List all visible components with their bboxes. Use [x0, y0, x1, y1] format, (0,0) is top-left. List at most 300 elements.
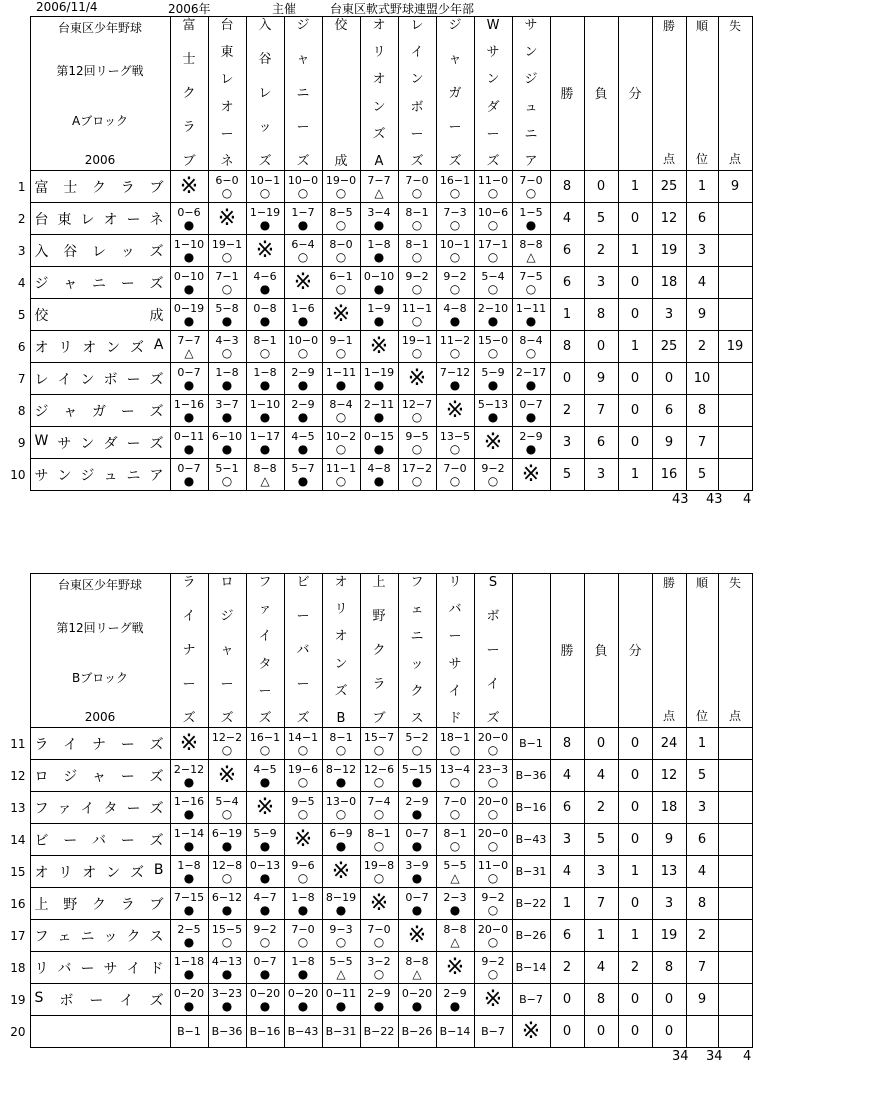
score: 20−0: [477, 826, 509, 840]
result-cell: [360, 427, 398, 459]
score: 9−2: [443, 269, 467, 283]
result-cell: [170, 952, 208, 984]
score: 1−9: [367, 301, 391, 315]
score: 13−5: [439, 429, 471, 443]
result-cell: [170, 427, 208, 459]
result-cell: [474, 267, 512, 299]
header-char: ド: [448, 710, 462, 726]
score: 1−8: [215, 365, 239, 379]
header-char: リ: [448, 575, 462, 590]
result-cell: [474, 1016, 512, 1048]
block-block-name: Bブロック: [72, 671, 128, 685]
score: 5−2: [405, 730, 429, 744]
header-char: オ: [220, 99, 234, 115]
score: 7−1: [215, 269, 239, 283]
stat-w: 8: [550, 331, 584, 363]
score: 4−8: [367, 461, 391, 475]
result-cell: [436, 299, 474, 331]
stat-d: 0: [618, 299, 652, 331]
score: 20−0: [477, 922, 509, 936]
result-cell: [284, 267, 322, 299]
result-mark: ●: [297, 473, 309, 488]
stat-l: 3: [584, 459, 618, 491]
score: B−16: [515, 801, 547, 814]
result-cell: [322, 203, 360, 235]
stat-rank: 6: [686, 203, 718, 235]
result-cell: [474, 792, 512, 824]
result-mark: ○: [221, 185, 233, 200]
result-cell: [170, 1016, 208, 1048]
result-mark: ○: [297, 934, 309, 949]
column-header-team: [474, 17, 512, 171]
stat-w: 1: [550, 888, 584, 920]
result-mark: ●: [183, 377, 195, 392]
table-row: [8, 952, 752, 984]
result-cell: [474, 203, 512, 235]
result-mark: ●: [259, 409, 271, 424]
header-char: ナ: [182, 643, 196, 658]
team-name: オ リ オ ン ズ A: [30, 331, 170, 363]
result-cell: [322, 792, 360, 824]
result-mark: ●: [373, 441, 385, 456]
result-mark: △: [450, 934, 460, 949]
result-mark: ○: [449, 838, 461, 853]
stat-rank: 8: [686, 395, 718, 427]
result-cell: [322, 267, 360, 299]
score: 11−2: [439, 333, 471, 347]
result-mark: ●: [297, 313, 309, 328]
column-header-team: [436, 574, 474, 728]
result-mark: ●: [373, 409, 385, 424]
header-char: ズ: [448, 154, 462, 169]
score: 4−6: [253, 269, 277, 283]
header-char: ズ: [220, 711, 234, 726]
header-char: ァ: [258, 602, 272, 618]
result-mark: ●: [259, 377, 271, 392]
score: 1−19: [249, 205, 281, 219]
result-cell: [170, 760, 208, 792]
stat-rank: 3: [686, 792, 718, 824]
stat-w: 6: [550, 235, 584, 267]
score: B−22: [515, 897, 547, 910]
header-char: ー: [486, 643, 500, 658]
stat-header-rank: 順 位: [686, 17, 718, 171]
result-cell: [474, 728, 512, 760]
result-cell: [398, 203, 436, 235]
stat-pts: 24: [652, 728, 686, 760]
stat-d: 1: [618, 856, 652, 888]
header-char: ー: [486, 126, 500, 142]
score: 7−5: [519, 269, 543, 283]
result-cell: [246, 299, 284, 331]
result-cell: [512, 952, 550, 984]
result-cell: [474, 235, 512, 267]
result-cell: [208, 728, 246, 760]
header-char: ク: [372, 643, 386, 658]
header-char: ズ: [410, 153, 424, 169]
header-char: オ: [372, 72, 386, 88]
result-cell: [512, 728, 550, 760]
score: 13−0: [325, 794, 357, 808]
result-cell: [398, 792, 436, 824]
team-name: フ ェ ニ ッ ク ス: [30, 920, 170, 952]
result-cell: [208, 1016, 246, 1048]
stat-w: 4: [550, 856, 584, 888]
self-match-mark: ※: [179, 731, 199, 756]
result-mark: ●: [183, 838, 195, 853]
score: 19−1: [211, 237, 243, 251]
result-cell: [208, 760, 246, 792]
result-cell: [360, 459, 398, 491]
result-mark: ○: [487, 217, 499, 232]
header-char: ズ: [258, 154, 272, 169]
result-cell: [170, 888, 208, 920]
header-char: ー: [448, 629, 462, 645]
score: 8−8: [443, 922, 467, 936]
result-mark: ●: [183, 217, 195, 232]
result-cell: [322, 728, 360, 760]
total-d: 4: [743, 1049, 752, 1064]
row-number: 12: [10, 768, 26, 783]
result-cell: [170, 459, 208, 491]
score: 8−4: [329, 397, 353, 411]
header-char: 谷: [258, 52, 272, 67]
score: 16−1: [439, 173, 471, 187]
column-header-team: [284, 17, 322, 171]
result-mark: ○: [259, 934, 271, 949]
block-league-name: 台東区少年野球: [57, 21, 142, 35]
stat-pts: 19: [652, 235, 686, 267]
header-char: ャ: [220, 643, 234, 658]
stat-pts: 8: [652, 952, 686, 984]
result-cell: [170, 299, 208, 331]
score: 4−13: [211, 954, 243, 968]
result-mark: ○: [335, 281, 347, 296]
stat-header-win: 勝: [550, 574, 584, 728]
score: 1−10: [173, 237, 205, 251]
stat-l: 2: [584, 235, 618, 267]
score: 9−2: [405, 269, 429, 283]
result-cell: [246, 952, 284, 984]
score: 1−17: [249, 429, 281, 443]
header-char: ボ: [486, 609, 500, 624]
result-mark: ○: [449, 345, 461, 360]
result-cell: [170, 856, 208, 888]
score: 10−1: [439, 237, 471, 251]
result-mark: ○: [411, 185, 423, 200]
stat-l: 2: [584, 792, 618, 824]
result-mark: ○: [297, 345, 309, 360]
block-round: 第12回リーグ戦: [56, 621, 144, 635]
result-cell: [474, 331, 512, 363]
row-number: 1: [17, 179, 26, 194]
score: B−36: [515, 769, 547, 782]
self-match-mark: ※: [445, 955, 465, 980]
result-mark: ●: [335, 902, 347, 917]
result-cell: [322, 984, 360, 1016]
result-mark: ●: [373, 217, 385, 232]
result-cell: [170, 728, 208, 760]
result-mark: △: [184, 345, 194, 360]
table-row: [8, 920, 752, 952]
result-mark: ●: [297, 998, 309, 1013]
result-cell: [512, 856, 550, 888]
result-mark: ●: [259, 998, 271, 1013]
result-cell: [322, 171, 360, 203]
result-mark: ○: [297, 870, 309, 885]
self-match-mark: ※: [445, 398, 465, 423]
stat-d: 0: [618, 1016, 652, 1048]
score: 1−14: [173, 826, 205, 840]
result-mark: ●: [297, 377, 309, 392]
stat-pts: 18: [652, 792, 686, 824]
result-cell: [208, 856, 246, 888]
result-cell: [360, 235, 398, 267]
result-mark: ○: [487, 838, 499, 853]
result-cell: [512, 267, 550, 299]
column-header-team: [360, 574, 398, 728]
result-cell: [360, 331, 398, 363]
result-cell: [208, 888, 246, 920]
result-cell: [398, 760, 436, 792]
result-cell: [360, 824, 398, 856]
header-char: フ: [258, 575, 272, 590]
header-char: ニ: [410, 629, 424, 645]
result-mark: ○: [221, 806, 233, 821]
result-cell: [474, 299, 512, 331]
result-cell: [322, 363, 360, 395]
table-row: [8, 459, 752, 491]
column-header-team: [170, 574, 208, 728]
column-header-team: [474, 574, 512, 728]
result-mark: △: [526, 249, 536, 264]
result-mark: ●: [525, 377, 537, 392]
stat-w: 8: [550, 728, 584, 760]
header-char: タ: [258, 656, 272, 672]
score: B−1: [519, 737, 543, 750]
header-char: イ: [182, 609, 196, 624]
result-cell: [512, 459, 550, 491]
row-number: 8: [17, 403, 26, 418]
result-cell: [322, 920, 360, 952]
stat-rank: 1: [686, 171, 718, 203]
team-name: S ボ ー イ ズ: [30, 984, 170, 1016]
result-cell: [512, 760, 550, 792]
team-name: ジ ャ ガ ー ズ: [30, 395, 170, 427]
result-mark: ●: [183, 870, 195, 885]
score: 6−19: [211, 826, 243, 840]
result-cell: [246, 363, 284, 395]
stat-w: 0: [550, 363, 584, 395]
self-match-mark: ※: [521, 1019, 541, 1044]
result-cell: [208, 203, 246, 235]
result-mark: ○: [297, 185, 309, 200]
stat-l: 9: [584, 363, 618, 395]
header-char: ニ: [296, 86, 310, 101]
score: 4−3: [215, 333, 239, 347]
stat-w: 6: [550, 267, 584, 299]
result-cell: [474, 363, 512, 395]
result-mark: ○: [449, 473, 461, 488]
stat-pts: 9: [652, 824, 686, 856]
result-cell: [474, 395, 512, 427]
header-char: ラ: [182, 120, 196, 135]
self-match-mark: ※: [255, 238, 275, 263]
result-cell: [436, 1016, 474, 1048]
score: 1−8: [253, 365, 277, 379]
result-cell: [436, 235, 474, 267]
result-cell: [284, 171, 322, 203]
header-char: 佼: [334, 18, 348, 33]
result-mark: ●: [411, 806, 423, 821]
stat-lost: [718, 856, 752, 888]
result-cell: [322, 235, 360, 267]
result-cell: [436, 331, 474, 363]
score: 0−7: [177, 365, 201, 379]
stat-d: 0: [618, 984, 652, 1016]
result-cell: [246, 203, 284, 235]
result-mark: ●: [259, 902, 271, 917]
result-mark: ●: [183, 934, 195, 949]
header-char: ボ: [410, 99, 424, 115]
stat-lost: [718, 267, 752, 299]
stat-w: 8: [550, 171, 584, 203]
score: 9−5: [405, 429, 429, 443]
result-cell: [170, 331, 208, 363]
score: 16−1: [249, 730, 281, 744]
score: 8−5: [329, 205, 353, 219]
result-cell: [208, 363, 246, 395]
score: 12−7: [401, 397, 433, 411]
stat-pts: 0: [652, 1016, 686, 1048]
header-char: ー: [258, 683, 272, 699]
result-cell: [208, 792, 246, 824]
result-cell: [284, 363, 322, 395]
team-name: [30, 1016, 170, 1048]
header-char: ブ: [372, 711, 386, 726]
result-cell: [512, 171, 550, 203]
result-cell: [284, 728, 322, 760]
stat-lost: 9: [718, 171, 752, 203]
result-mark: △: [336, 966, 346, 981]
result-cell: [512, 427, 550, 459]
score: 17−2: [401, 461, 433, 475]
result-cell: [512, 792, 550, 824]
result-mark: ○: [487, 345, 499, 360]
result-mark: ○: [373, 742, 385, 757]
header-char: 東: [220, 45, 234, 61]
result-mark: ○: [221, 345, 233, 360]
stat-rank: 5: [686, 760, 718, 792]
score: 6−12: [211, 890, 243, 904]
score: 8−1: [405, 237, 429, 251]
header-char: ク: [182, 86, 196, 101]
score: 1−10: [249, 397, 281, 411]
stat-lost: [718, 952, 752, 984]
score: 5−13: [477, 397, 509, 411]
stat-lost: [718, 792, 752, 824]
score: 1−16: [173, 397, 205, 411]
result-cell: [398, 171, 436, 203]
result-mark: ●: [449, 377, 461, 392]
score: 10−6: [477, 205, 509, 219]
result-mark: ○: [411, 249, 423, 264]
team-name: 上 野 ク ラ ブ: [30, 888, 170, 920]
result-cell: [436, 792, 474, 824]
header-char: ズ: [486, 153, 500, 169]
result-mark: ●: [183, 249, 195, 264]
stat-l: 1: [584, 920, 618, 952]
header-char: オ: [334, 575, 348, 590]
score: 2−3: [443, 890, 467, 904]
stat-w: 6: [550, 792, 584, 824]
score: 8−8: [253, 461, 277, 475]
score: 2−11: [363, 397, 395, 411]
stat-header-points: 勝 点: [652, 574, 686, 728]
result-cell: [512, 203, 550, 235]
result-mark: ○: [411, 409, 423, 424]
result-mark: ●: [183, 998, 195, 1013]
result-mark: ○: [373, 934, 385, 949]
result-mark: ●: [487, 377, 499, 392]
result-cell: [436, 267, 474, 299]
result-mark: △: [412, 966, 422, 981]
result-cell: [474, 952, 512, 984]
result-mark: ●: [183, 902, 195, 917]
result-cell: [208, 920, 246, 952]
stat-pts: 12: [652, 760, 686, 792]
result-cell: [474, 888, 512, 920]
result-cell: [512, 1016, 550, 1048]
result-cell: [246, 856, 284, 888]
row-number: 11: [10, 736, 26, 751]
row-number: 18: [10, 960, 26, 975]
column-header-team: [512, 17, 550, 171]
stat-l: 0: [584, 171, 618, 203]
result-cell: [360, 1016, 398, 1048]
result-cell: [170, 203, 208, 235]
score: 7−4: [367, 794, 391, 808]
score: 2−9: [405, 794, 429, 808]
result-cell: [284, 952, 322, 984]
result-mark: ●: [411, 902, 423, 917]
stat-header-win: 勝: [550, 17, 584, 171]
stat-d: 0: [618, 888, 652, 920]
result-cell: [360, 395, 398, 427]
score: 9−2: [253, 922, 277, 936]
score: 0−10: [173, 269, 205, 283]
score: 0−7: [519, 397, 543, 411]
score: 17−1: [477, 237, 509, 251]
result-cell: [360, 920, 398, 952]
score: 1−18: [173, 954, 205, 968]
score: 19−6: [287, 762, 319, 776]
result-mark: ○: [297, 249, 309, 264]
result-cell: [246, 888, 284, 920]
result-cell: [322, 856, 360, 888]
score: 15−7: [363, 730, 395, 744]
header-char: ラ: [182, 575, 196, 590]
result-mark: ●: [221, 902, 233, 917]
result-mark: ○: [335, 217, 347, 232]
score: 7−0: [405, 173, 429, 187]
result-cell: [284, 459, 322, 491]
header-char: イ: [410, 45, 424, 61]
stat-pts: 0: [652, 984, 686, 1016]
result-cell: [246, 984, 284, 1016]
result-cell: [208, 235, 246, 267]
stat-rank: 7: [686, 952, 718, 984]
